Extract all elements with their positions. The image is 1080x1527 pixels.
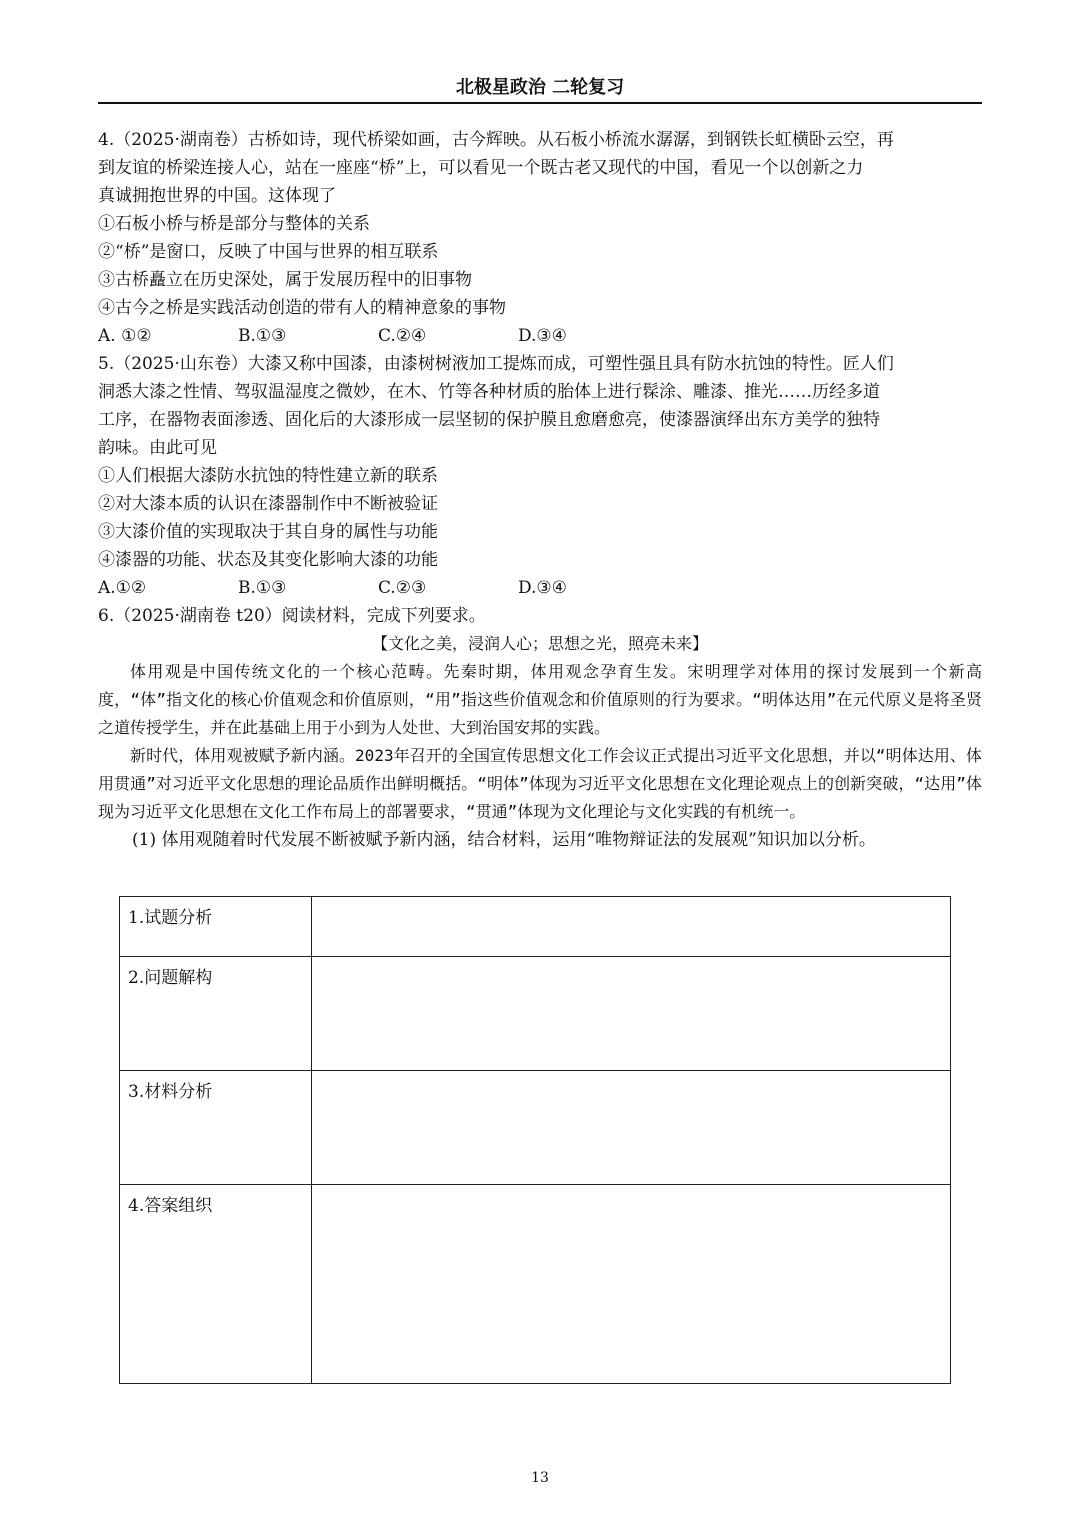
statement-item: ②对大漆本质的认识在漆器制作中不断被验证 (98, 494, 438, 514)
answer-options (98, 574, 982, 602)
question-stem-line: 5.（2025·山东卷）大漆又称中国漆，由漆树树液加工提炼而成，可塑性强且具有防水抗蚀的特性。匠人们 (98, 354, 894, 374)
statement-item: ①人们根据大漆防水抗蚀的特性建立新的联系 (98, 466, 438, 486)
statement-item: ①石板小桥与桥是部分与整体的关系 (98, 214, 370, 234)
question-stem-line: 到友谊的桥梁连接人心，站在一座座“桥”上，可以看见一个既古老又现代的中国，看见一个以创新之力 (98, 158, 864, 178)
header-divider (98, 102, 982, 104)
answer-options (98, 322, 982, 350)
statement-item: ④漆器的功能、状态及其变化影响大漆的功能 (98, 550, 438, 570)
option-b: B.①③ (238, 578, 287, 598)
option-d: D.③④ (518, 326, 567, 346)
page-number: 13 (531, 1470, 549, 1486)
page-header: 北极星政治 二轮复习 (455, 77, 625, 98)
option-b: B.①③ (238, 326, 287, 346)
question-stem-line: 洞悉大漆之性情、驾驭温湿度之微妙，在木、竹等各种材质的胎体上进行髹涂、雕漆、推光……历经多道 (98, 382, 880, 402)
question-stem-line: 韵味。由此可见 (98, 438, 217, 458)
row-label: 2.问题解构 (120, 957, 312, 1071)
table-row (120, 897, 951, 957)
material-paragraph: 体用观是中国传统文化的一个核心范畴。先秦时期，体用观念孕育生发。宋明理学对体用的探讨发展到一个新高度，“体”指文化的核心价值观念和价值原则，“用”指这些价值观念和价值原则的行为要求。“明体达用”在元代原义是将圣贤之道传授学生，并在此基础上用于小到为人处世、大到治国安邦的实践。 (98, 662, 982, 737)
question-content (98, 126, 982, 854)
table-row (120, 1185, 951, 1384)
answer-cell[interactable] (312, 1185, 951, 1384)
statement-item: ③大漆价值的实现取决于其自身的属性与功能 (98, 522, 438, 542)
statement-item: ③古桥矗立在历史深处，属于发展历程中的旧事物 (98, 270, 472, 290)
question-5 (98, 350, 982, 602)
row-label: 4.答案组织 (120, 1185, 312, 1384)
question-intro: 6.（2025·湖南卷 t20）阅读材料，完成下列要求。 (98, 606, 486, 626)
material-paragraph: 新时代，体用观被赋予新内涵。2023年召开的全国宣传思想文化工作会议正式提出习近平文化思想，并以“明体达用、体用贯通”对习近平文化思想的理论品质作出鲜明概括。“明体”体现为习近平文化思想在文化理论观点上的创新突破，“达用”体现为习近平文化思想在文化工作布局上的部署要求，“贯通”体现为文化理论与文化实践的有机统一。 (98, 746, 982, 821)
answer-table (119, 896, 951, 1384)
material-title: 【文化之美，浸润人心；思想之光，照亮未来】 (371, 634, 708, 653)
row-label: 3.材料分析 (120, 1071, 312, 1185)
question-stem-line: 工序，在器物表面渗透、固化后的大漆形成一层坚韧的保护膜且愈磨愈亮，使漆器演绎出东方美学的独特 (98, 410, 880, 430)
option-d: D.③④ (518, 578, 567, 598)
question-stem-line: 真诚拥抱世界的中国。这体现了 (98, 186, 336, 206)
answer-cell[interactable] (312, 1071, 951, 1185)
statement-item: ②“桥”是窗口，反映了中国与世界的相互联系 (98, 242, 439, 262)
option-a: A.①② (98, 578, 147, 598)
question-4 (98, 126, 982, 350)
option-c: C.②④ (378, 326, 427, 346)
answer-cell[interactable] (312, 897, 951, 957)
answer-cell[interactable] (312, 957, 951, 1071)
option-a: A. ①② (98, 326, 152, 346)
statement-item: ④古今之桥是实践活动创造的带有人的精神意象的事物 (98, 298, 506, 318)
question-stem-line: 4.（2025·湖南卷）古桥如诗，现代桥梁如画，古今辉映。从石板小桥流水潺潺，到钢铁长虹横卧云空，再 (98, 130, 894, 150)
table-row (120, 957, 951, 1071)
question-6 (98, 602, 982, 854)
table-row (120, 1071, 951, 1185)
row-label: 1.试题分析 (120, 897, 312, 957)
sub-question: (1) 体用观随着时代发展不断被赋予新内涵，结合材料，运用“唯物辩证法的发展观”知识加以分析。 (132, 830, 876, 850)
option-c: C.②③ (378, 578, 427, 598)
